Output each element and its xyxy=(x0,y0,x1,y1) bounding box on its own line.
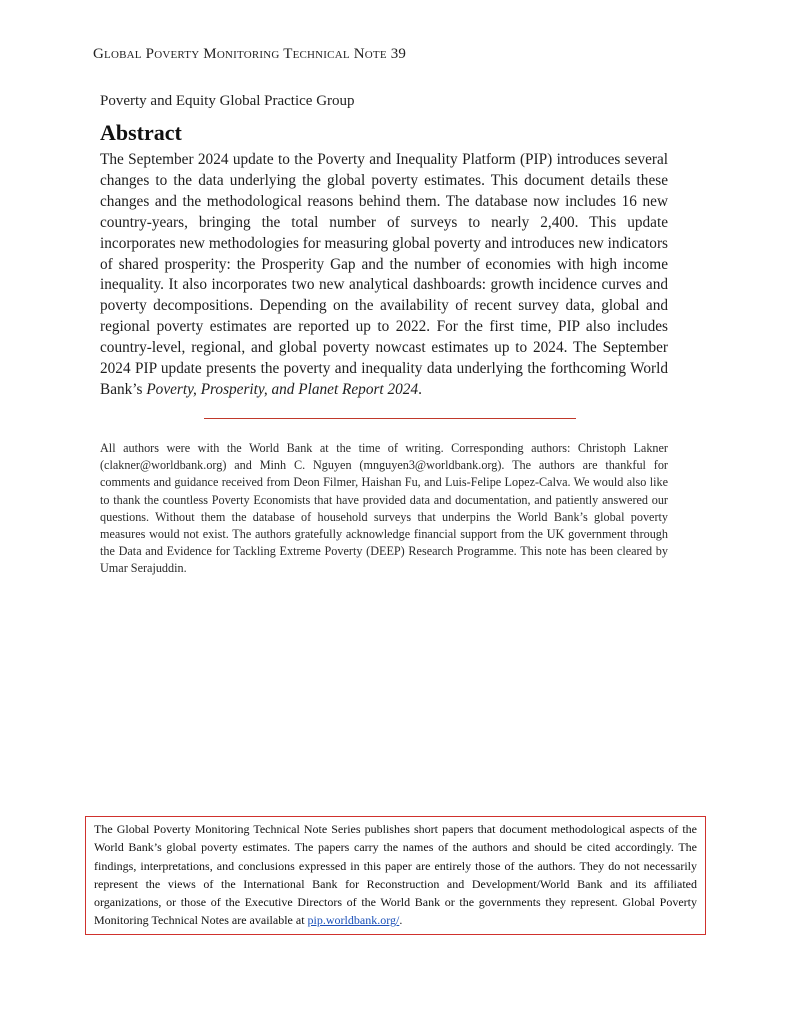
practice-group-label: Poverty and Equity Global Practice Group xyxy=(100,93,355,109)
abstract-text-end: . xyxy=(418,380,422,398)
abstract-heading: Abstract xyxy=(100,120,182,145)
running-header: Global Poverty Monitoring Technical Note 39 xyxy=(93,46,407,62)
series-disclaimer-end: . xyxy=(399,913,403,928)
section-divider xyxy=(204,418,576,419)
report-title: Poverty, Prosperity, and Planet Report 2024 xyxy=(146,380,419,398)
author-footnote: All authors were with the World Bank at the time of writing. Corresponding authors: Christoph Lakner (clakner@worldbank.org) and Minh C. Nguyen (mnguyen3@worldbank.org). The authors are thankful for comments and guidance received from Deon Filmer, Haishan Fu, and Luis-Felipe Lopez-Calva. We would also like to thank the countless Poverty Economists that have provided data and documentation, and patiently answered our questions. Without them the database of household surveys that underpins the World Bank’s global poverty measures would not exist. The authors gratefully acknowledge financial support from the UK government through the Data and Evidence for Tackling Extreme Poverty (DEEP) Research Programme. This note has been cleared by Umar Serajuddin. xyxy=(100,441,668,576)
abstract-text: The September 2024 update to the Poverty and Inequality Platform (PIP) introduces several changes to the data underlying the global poverty estimates. This document details these changes and the methodological reasons behind them. The database now includes 16 new country-years, bringing the total number of surveys to nearly 2,400. This update incorporates new methodologies for measuring global poverty and introduces new indicators of shared prosperity: the Prosperity Gap and the number of economies with high income inequality. It also incorporates two new analytical dashboards: growth incidence curves and poverty decompositions. Depending on the availability of recent survey data, global and regional poverty estimates are reported up to 2022. For the first time, PIP also includes country-level, regional, and global poverty nowcast estimates up to 2024. The September 2024 PIP update presents the poverty and inequality data underlying the forthcoming World Bank’s xyxy=(100,151,668,398)
series-disclaimer-text: The Global Poverty Monitoring Technical Note Series publishes short papers that document methodological aspects of the World Bank’s global poverty estimates. The papers carry the names of the authors and should be cited accordingly. The findings, interpretations, and conclusions expressed in this paper are entirely those of the authors. They do not necessarily represent the views of the International Bank for Reconstruction and Development/World Bank and its affiliated organizations, or those of the Executive Directors of the World Bank or the governments they represent. Global Poverty Monitoring Technical Notes are available at xyxy=(94,822,697,928)
series-disclaimer-box xyxy=(85,816,706,935)
pip-website-link[interactable]: pip.worldbank.org/ xyxy=(307,913,400,928)
abstract-paragraph xyxy=(100,150,668,401)
